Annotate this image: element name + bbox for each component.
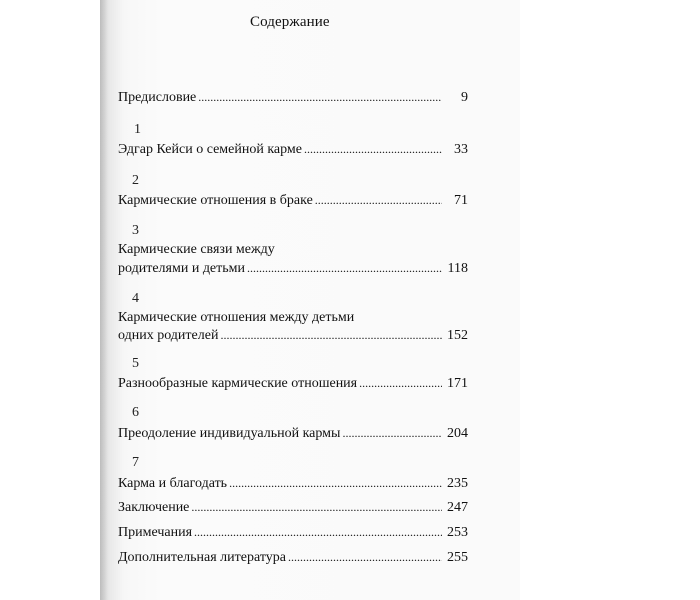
toc-page-number: 204: [447, 426, 468, 441]
toc-entry-title: Заключение: [118, 500, 190, 515]
toc-chapter-number: 6: [132, 405, 139, 420]
toc-chapter-number: 3: [132, 223, 139, 238]
toc-leader-dots: [198, 91, 442, 103]
toc-leader-dots: [229, 477, 442, 489]
toc-leader-dots: [315, 194, 442, 206]
toc-entry-title: Предисловие: [118, 90, 197, 105]
toc-chapter-number: 1: [134, 122, 141, 137]
toc-entry-chapter-5: [118, 376, 468, 392]
toc-entry-chapter-7: [118, 476, 468, 492]
toc-page-number: 33: [454, 142, 468, 157]
toc-leader-dots: [342, 427, 442, 439]
toc-chapter-number: 4: [132, 291, 139, 306]
toc-entry-title: Разнообразные кармические отношения: [118, 376, 358, 391]
toc-page-number: 255: [447, 550, 468, 565]
toc-entry-preface: [118, 90, 468, 106]
toc-entry-title: Дополнительная литература: [118, 550, 286, 565]
toc-entry-title: Эдгар Кейси о семейной карме: [118, 142, 303, 157]
toc-chapter-number: 7: [132, 455, 139, 470]
toc-entry-title-line-1: Кармические связи между: [118, 242, 275, 257]
toc-entry-title: Карма и благодать: [118, 476, 228, 491]
toc-entry-title: Преодоление индивидуальной кармы: [118, 426, 341, 441]
toc-chapter-number: 2: [132, 173, 139, 188]
toc-page-number: 152: [447, 328, 468, 343]
toc-entry-notes: [118, 525, 468, 541]
toc-page-number: 235: [447, 476, 468, 491]
toc-entry-further-reading: [118, 550, 468, 566]
toc-leader-dots: [194, 526, 442, 538]
toc-entry-chapter-6: [118, 426, 468, 442]
toc-entry-title: Примечания: [118, 525, 193, 540]
toc-leader-dots: [191, 501, 442, 513]
toc-page-number: 247: [447, 500, 468, 515]
toc-entry-chapter-4: [118, 328, 468, 344]
toc-page-number: 71: [454, 193, 468, 208]
toc-entry-chapter-1: [118, 142, 468, 158]
toc-leader-dots: [359, 377, 442, 389]
toc-entry-title-line-2: родителями и детьми: [118, 261, 246, 276]
toc-entry-chapter-3: [118, 261, 468, 277]
book-page: [100, 0, 520, 600]
toc-page-number: 9: [461, 90, 468, 105]
toc-entry-conclusion: [118, 500, 468, 516]
toc-entry-chapter-2: [118, 193, 468, 209]
toc-entry-title-line-1: Кармические отношения между детьми: [118, 310, 355, 325]
toc-page-number: 171: [447, 376, 468, 391]
toc-page-number: 118: [447, 261, 468, 276]
table-of-contents: [100, 0, 520, 600]
toc-leader-dots: [304, 143, 442, 155]
toc-leader-dots: [288, 551, 442, 563]
toc-page-number: 253: [447, 525, 468, 540]
toc-leader-dots: [247, 262, 442, 274]
toc-entry-title-line-2: одних родителей: [118, 328, 219, 343]
toc-chapter-number: 5: [132, 356, 139, 371]
toc-title: Содержание: [250, 14, 330, 30]
toc-leader-dots: [220, 329, 442, 341]
toc-entry-title: Кармические отношения в браке: [118, 193, 313, 208]
